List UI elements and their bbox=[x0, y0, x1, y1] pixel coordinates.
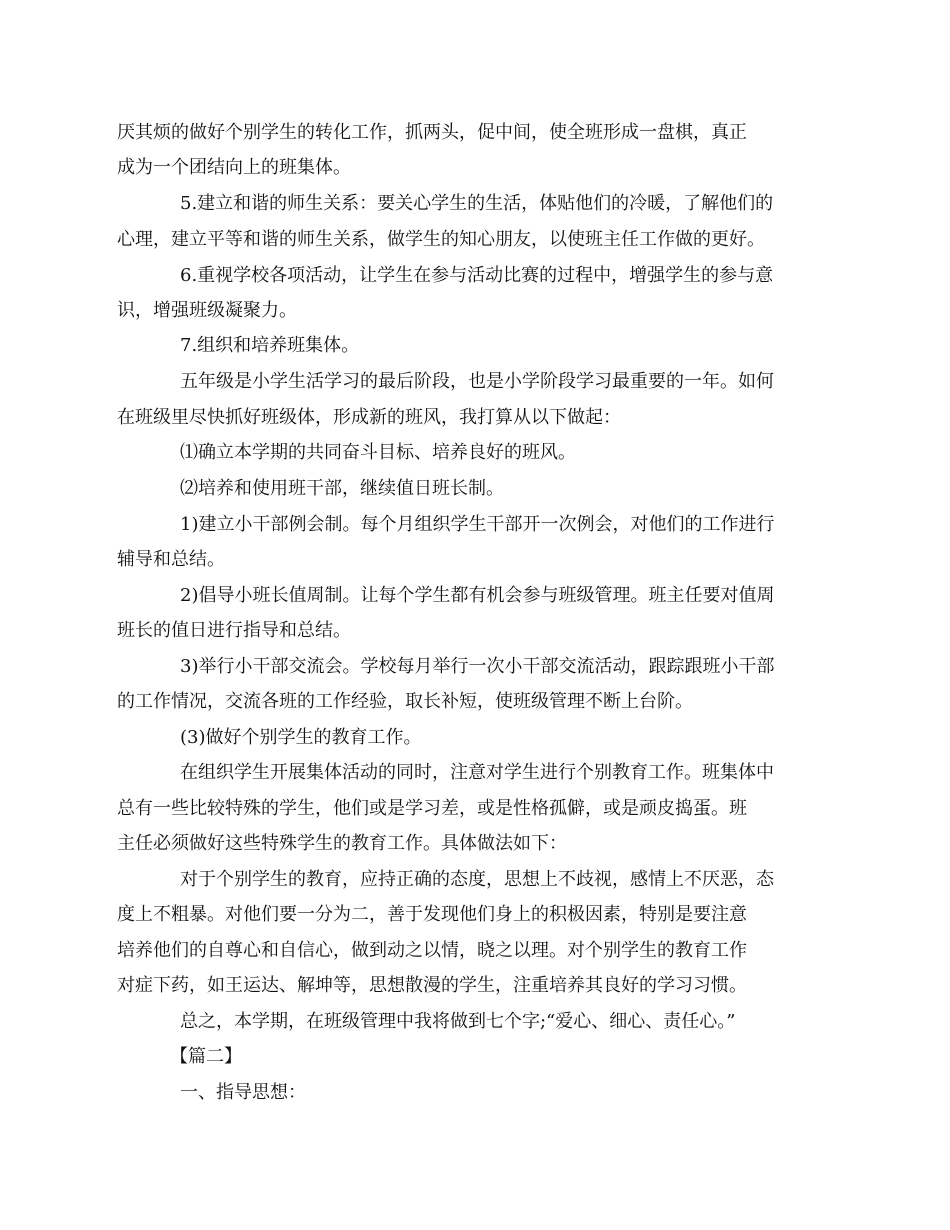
text-line: ⑴确立本学期的共同奋斗目标、培养良好的班风。 bbox=[180, 442, 576, 463]
text-line: 5.建立和谐的师生关系：要关心学生的生活，体贴他们的冷暖，了解他们的 bbox=[180, 193, 774, 214]
text-line: 对症下药，如王运达、解坤等，思想散漫的学生，注重培养其良好的学习习惯。 bbox=[117, 975, 747, 996]
text-line: 一、指导思想： bbox=[180, 1082, 306, 1103]
text-line: 成为一个团结向上的班集体。 bbox=[117, 157, 351, 178]
text-line: 2)倡导小班长值周制。让每个学生都有机会参与班级管理。班主任要对值周 bbox=[180, 585, 775, 606]
text-line: 班长的值日进行指导和总结。 bbox=[117, 620, 351, 641]
text-line: 的工作情况，交流各班的工作经验，取长补短，使班级管理不断上台阶。 bbox=[117, 691, 693, 712]
text-line: 在班级里尽快抓好班级体，形成新的班风，我打算从以下做起： bbox=[117, 407, 621, 428]
text-line: 辅导和总结。 bbox=[117, 549, 225, 570]
text-line: (3)做好个别学生的教育工作。 bbox=[180, 727, 422, 748]
text-line: 对于个别学生的教育，应持正确的态度，思想上不歧视，感情上不厌恶，态 bbox=[180, 869, 774, 890]
text-line: 7.组织和培养班集体。 bbox=[180, 335, 360, 356]
text-line: 厌其烦的做好个别学生的转化工作，抓两头，促中间，使全班形成一盘棋，真正 bbox=[117, 122, 747, 143]
text-line: 度上不粗暴。对他们要一分为二，善于发现他们身上的积极因素，特别是要注意 bbox=[117, 904, 747, 925]
text-line: 五年级是小学生活学习的最后阶段，也是小学阶段学习最重要的一年。如何 bbox=[180, 371, 774, 392]
section-heading: 【篇二】 bbox=[170, 1046, 242, 1067]
text-line: 识，增强班级凝聚力。 bbox=[117, 300, 297, 321]
text-line: 3)举行小干部交流会。学校每月举行一次小干部交流活动，跟踪跟班小干部 bbox=[180, 656, 775, 677]
text-line: 心理，建立平等和谐的师生关系，做学生的知心朋友，以使班主任工作做的更好。 bbox=[117, 229, 765, 250]
text-line: 总之，本学期，在班级管理中我将做到七个字;“爱心、细心、责任心。” bbox=[180, 1011, 736, 1032]
text-line: 在组织学生开展集体活动的同时，注意对学生进行个别教育工作。班集体中 bbox=[180, 762, 774, 783]
text-line: 1)建立小干部例会制。每个月组织学生干部开一次例会，对他们的工作进行 bbox=[180, 514, 775, 535]
text-line: 培养他们的自尊心和自信心，做到动之以情，晓之以理。对个别学生的教育工作 bbox=[117, 940, 747, 961]
text-line: 6.重视学校各项活动，让学生在参与活动比赛的过程中，增强学生的参与意 bbox=[180, 265, 774, 286]
text-line: 主任必须做好这些特殊学生的教育工作。具体做法如下： bbox=[117, 833, 567, 854]
text-line: 总有一些比较特殊的学生，他们或是学习差，或是性格孤僻，或是顽皮捣蛋。班 bbox=[117, 798, 747, 819]
text-line: ⑵培养和使用班干部，继续值日班长制。 bbox=[180, 478, 504, 499]
